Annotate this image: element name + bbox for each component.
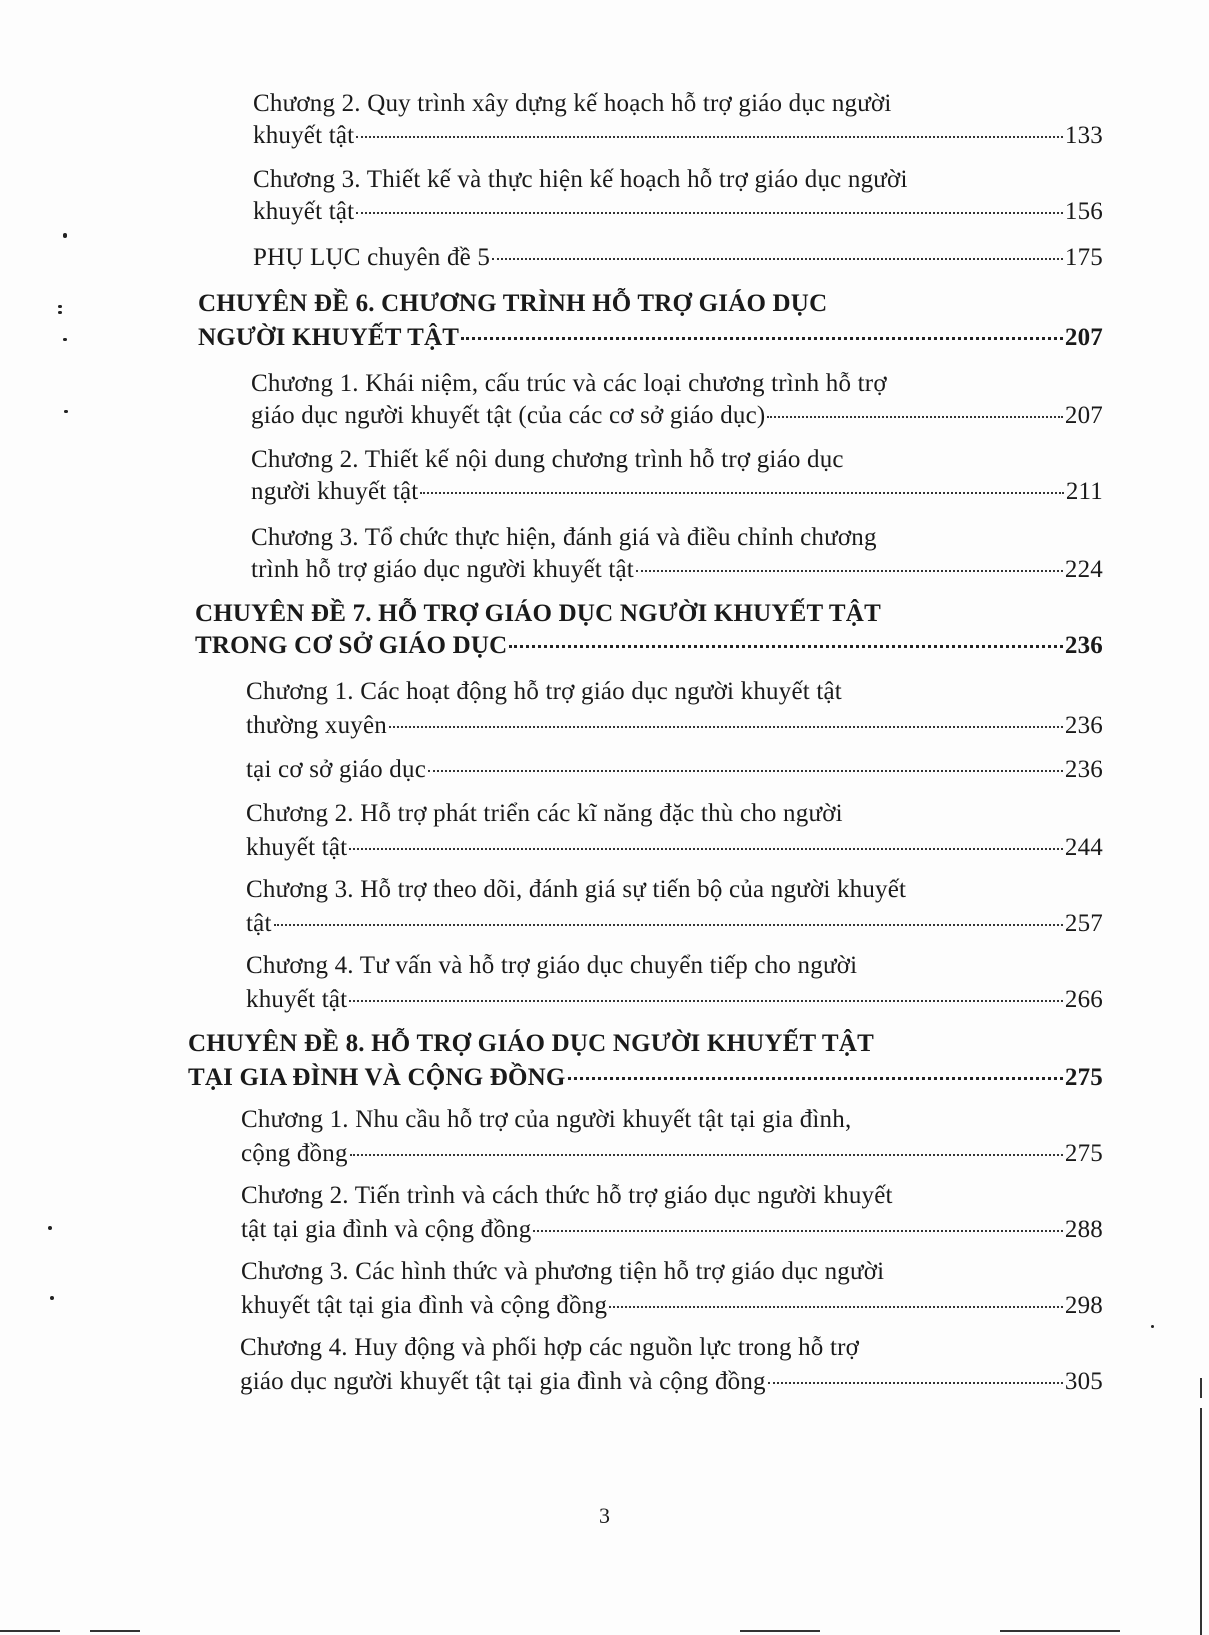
toc-entry-line2: khuyết tật 244: [246, 834, 1103, 861]
dot-leader: [461, 337, 1063, 340]
toc-topic-line2: TẠI GIA ĐÌNH VÀ CỘNG ĐỒNG 275: [188, 1064, 1103, 1091]
toc-entry-line2: tật 257: [246, 910, 1103, 937]
toc-entry-line1: Chương 4. Tư vấn và hỗ trợ giáo dục chuyển tiếp cho người: [246, 952, 858, 979]
dot-leader: [350, 1154, 1063, 1156]
toc-page-number: 211: [1065, 478, 1103, 505]
toc-page-number: 275: [1064, 1064, 1103, 1091]
toc-entry-line1: Chương 4. Huy động và phối hợp các nguồn lực trong hỗ trợ: [240, 1334, 860, 1361]
toc-entry-line1: Chương 1. Các hoạt động hỗ trợ giáo dục người khuyết tật: [246, 678, 842, 705]
toc-entry-line1: Chương 3. Các hình thức và phương tiện hỗ trợ giáo dục người: [241, 1258, 885, 1285]
toc-entry-line1: Chương 1. Khái niệm, cấu trúc và các loại chương trình hỗ trợ: [251, 370, 887, 397]
toc-entry-line2: khuyết tật tại gia đình và cộng đồng 298: [241, 1292, 1103, 1319]
dot-leader: [767, 416, 1062, 418]
footer-page-number: 3: [599, 1503, 610, 1528]
toc-topic-line2: TRONG CƠ SỞ GIÁO DỤC 236: [195, 632, 1103, 659]
scan-edge-line: [0, 1630, 60, 1632]
toc-page-number: 236: [1064, 712, 1103, 739]
dot-leader: [349, 1000, 1063, 1002]
toc-page-number: 288: [1064, 1216, 1103, 1243]
dot-leader: [356, 212, 1063, 214]
toc-page-number: 266: [1064, 986, 1103, 1013]
scan-speck: [63, 338, 67, 341]
toc-page-number: 236: [1064, 756, 1103, 783]
toc-entry-line1: Chương 2. Hỗ trợ phát triển các kĩ năng đặc thù cho người: [246, 800, 843, 827]
toc-entry-line2: khuyết tật 133: [253, 122, 1103, 149]
toc-page-number: 175: [1064, 244, 1103, 271]
toc-page-number: 133: [1064, 122, 1103, 149]
toc-entry-line2: tật tại gia đình và cộng đồng 288: [241, 1216, 1103, 1243]
dot-leader: [420, 492, 1063, 494]
scan-speck: [1151, 1325, 1154, 1328]
toc-page-number: 207: [1064, 324, 1103, 351]
dot-leader: [349, 848, 1063, 850]
scan-speck: [63, 233, 67, 238]
toc-entry-line1: Chương 2. Thiết kế nội dung chương trình hỗ trợ giáo dục: [251, 446, 844, 473]
scan-edge-line: [1200, 1378, 1202, 1398]
scan-speck: [58, 311, 62, 314]
toc-entry-line1: Chương 1. Nhu cầu hỗ trợ của người khuyết tật tại gia đình,: [241, 1106, 852, 1133]
toc-page-number: 305: [1064, 1368, 1103, 1395]
dot-leader: [274, 924, 1063, 926]
toc-entry-line1: Chương 3. Thiết kế và thực hiện kế hoạch hỗ trợ giáo dục người: [253, 166, 908, 193]
toc-entry-line2: khuyết tật 266: [246, 986, 1103, 1013]
dot-leader: [768, 1382, 1063, 1384]
toc-page-number: 224: [1064, 556, 1103, 583]
toc-entry-line2: giáo dục người khuyết tật (của các cơ sở giáo dục) 207: [251, 402, 1103, 429]
dot-leader: [492, 258, 1063, 260]
dot-leader: [389, 726, 1063, 728]
scan-speck: [64, 410, 68, 413]
scan-speck: [48, 1226, 52, 1230]
toc-entry-line1: Chương 2. Quy trình xây dựng kế hoạch hỗ trợ giáo dục người: [253, 90, 892, 117]
dot-leader: [356, 136, 1063, 138]
toc-page-number: 236: [1064, 632, 1103, 659]
toc-page-number: 207: [1064, 402, 1103, 429]
toc-entry-line2: PHỤ LỤC chuyên đề 5 175: [253, 244, 1103, 271]
dot-leader: [509, 645, 1063, 648]
toc-page-number: 298: [1064, 1292, 1103, 1319]
scan-edge-line: [740, 1630, 820, 1632]
scan-edge-line: [90, 1630, 140, 1632]
toc-entry-line2: người khuyết tật 211: [251, 478, 1103, 505]
toc-page-number: 156: [1064, 198, 1103, 225]
dot-leader: [533, 1230, 1062, 1232]
toc-entry-line1: Chương 3. Hỗ trợ theo dõi, đánh giá sự tiến bộ của người khuyết: [246, 876, 907, 903]
toc-page-number: 244: [1064, 834, 1103, 861]
toc-topic-line1: CHUYÊN ĐỀ 8. HỖ TRỢ GIÁO DỤC NGƯỜI KHUYẾT TẬT: [188, 1030, 874, 1057]
toc-entry-line1: Chương 2. Tiến trình và cách thức hỗ trợ giáo dục người khuyết: [241, 1182, 893, 1209]
toc-entry-line2: giáo dục người khuyết tật tại gia đình và cộng đồng 305: [240, 1368, 1103, 1395]
dot-leader: [636, 570, 1063, 572]
scan-edge-line: [1000, 1630, 1120, 1632]
toc-topic-line2: NGƯỜI KHUYẾT TẬT 207: [198, 324, 1103, 351]
dot-leader: [568, 1077, 1063, 1080]
toc-entry-line1: Chương 3. Tổ chức thực hiện, đánh giá và điều chỉnh chương: [251, 524, 877, 551]
toc-topic-line1: CHUYÊN ĐỀ 7. HỖ TRỢ GIÁO DỤC NGƯỜI KHUYẾT TẬT: [195, 600, 881, 627]
toc-entry-line2: trình hỗ trợ giáo dục người khuyết tật 224: [251, 556, 1103, 583]
toc-entry-line2: thường xuyên 236: [246, 712, 1103, 739]
scan-edge-line: [1200, 1408, 1202, 1635]
toc-topic-line1: CHUYÊN ĐỀ 6. CHƯƠNG TRÌNH HỖ TRỢ GIÁO DỤC: [198, 290, 828, 317]
dot-leader: [428, 770, 1063, 772]
scan-speck: [58, 305, 62, 308]
toc-entry-line2: khuyết tật 156: [253, 198, 1103, 225]
toc-page-number: 275: [1064, 1140, 1103, 1167]
toc-page-number: 257: [1064, 910, 1103, 937]
toc-entry-line2: cộng đồng 275: [241, 1140, 1103, 1167]
dot-leader: [609, 1306, 1063, 1308]
toc-entry-line2: tại cơ sở giáo dục 236: [246, 756, 1103, 783]
scan-speck: [50, 1296, 54, 1300]
